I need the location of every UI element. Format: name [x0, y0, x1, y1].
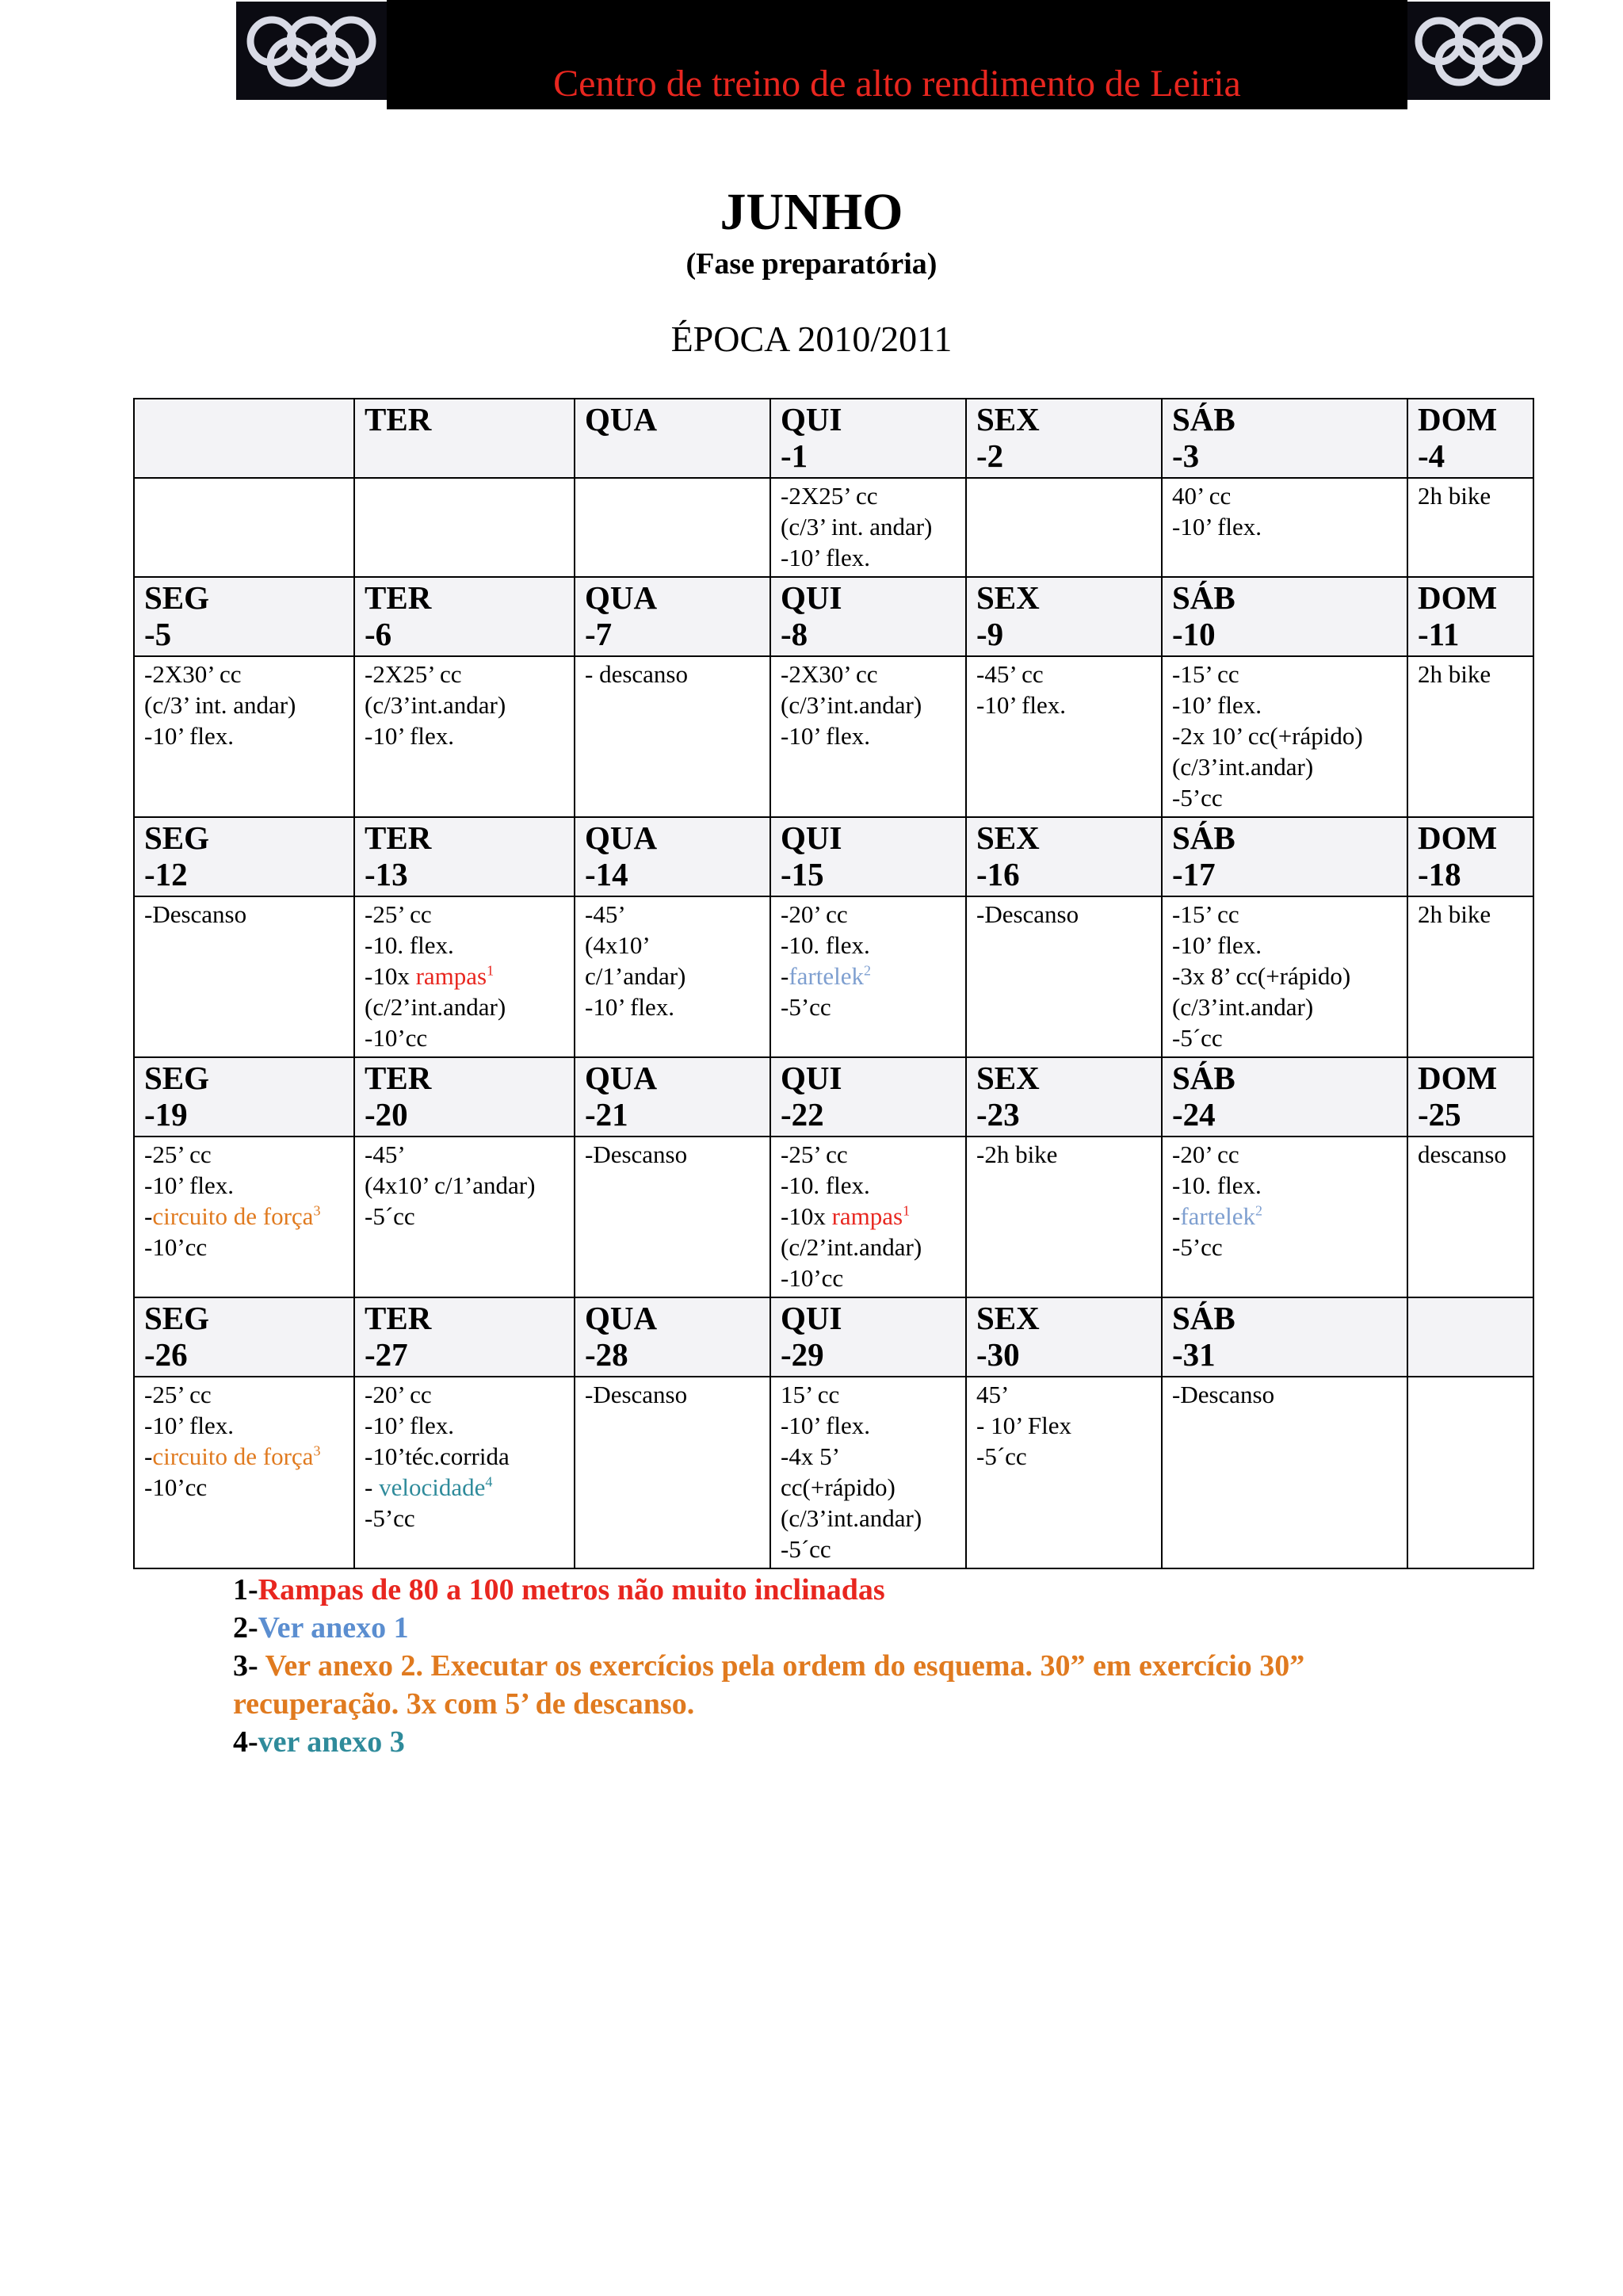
activity-line: -10’ flex.	[781, 722, 871, 750]
day-activity-cell	[1407, 656, 1533, 817]
day-name: SÁB	[1172, 401, 1235, 437]
day-name: TER	[365, 819, 432, 856]
olympic-rings-icon	[236, 2, 387, 100]
activity-line: -10’ flex.	[781, 1412, 871, 1439]
day-header-cell	[770, 399, 966, 478]
activity-line: -10. flex.	[1172, 1171, 1262, 1199]
activity-prefix: -10x	[781, 1202, 832, 1230]
day-date: -14	[585, 856, 628, 892]
day-date: -15	[781, 856, 824, 892]
day-name: SEG	[144, 579, 210, 616]
footnote-2: 2-Ver anexo 1	[233, 1611, 409, 1645]
day-header-cell	[966, 577, 1162, 656]
olympic-rings-icon	[1407, 2, 1550, 100]
activity-line: -4x 5’	[781, 1442, 840, 1470]
day-date: -17	[1172, 856, 1216, 892]
week-activity-row	[134, 1137, 1533, 1297]
footnote-marker: 3	[313, 1442, 321, 1459]
day-date: -30	[976, 1336, 1020, 1373]
day-date: -31	[1172, 1336, 1216, 1373]
activity-line: -25’ cc	[144, 1381, 212, 1408]
week-header-row	[134, 577, 1533, 656]
week-header-row	[134, 399, 1533, 478]
activity-line: -Descanso	[976, 900, 1079, 928]
day-activity-cell	[966, 1137, 1162, 1297]
day-header-cell	[575, 399, 770, 478]
day-activity-cell	[966, 478, 1162, 577]
day-activity-cell	[354, 1137, 575, 1297]
day-date: -20	[365, 1096, 408, 1133]
day-name: DOM	[1418, 579, 1498, 616]
day-date: -28	[585, 1336, 628, 1373]
week-activity-row	[134, 1377, 1533, 1568]
day-activity-cell	[770, 1137, 966, 1297]
week-header-row	[134, 1057, 1533, 1137]
day-name: TER	[365, 1300, 432, 1336]
day-header-cell	[575, 1057, 770, 1137]
activity-line: -5’cc	[1172, 784, 1223, 812]
day-date: -27	[365, 1336, 408, 1373]
day-header-cell	[354, 399, 575, 478]
activity-line: (c/3’ int. andar)	[781, 513, 933, 541]
phase-subtitle: (Fase preparatória)	[685, 247, 938, 281]
activity-line: 40’ cc	[1172, 482, 1232, 510]
footnote-marker: 2	[1254, 1202, 1262, 1219]
day-activity-cell	[770, 1377, 966, 1568]
day-date: -18	[1418, 856, 1461, 892]
banner-title-box	[387, 0, 1407, 109]
activity-line: -20’ cc	[365, 1381, 432, 1408]
day-activity-cell	[354, 896, 575, 1057]
day-header-cell	[966, 1057, 1162, 1137]
activity-line: -2X30’ cc	[781, 660, 878, 688]
activity-line: -45’	[365, 1140, 406, 1168]
day-activity-cell	[575, 478, 770, 577]
footnote-marker: 1	[903, 1202, 911, 1219]
activity-line: -10. flex.	[781, 1171, 870, 1199]
day-header-cell	[770, 817, 966, 896]
day-name: SÁB	[1172, 579, 1235, 616]
day-date: -1	[781, 437, 808, 474]
day-name: DOM	[1418, 401, 1498, 437]
day-header-cell	[770, 1297, 966, 1377]
activity-line: -10. flex.	[781, 931, 870, 959]
day-activity-cell	[1407, 478, 1533, 577]
day-header-cell	[575, 577, 770, 656]
activity-line: -10’ flex.	[365, 1412, 455, 1439]
activity-prefix: -	[144, 1442, 153, 1470]
activity-line: -Descanso	[1172, 1381, 1275, 1408]
day-name: QUI	[781, 579, 842, 616]
day-date: -25	[1418, 1096, 1461, 1133]
activity-line: -10’ flex.	[976, 691, 1067, 719]
day-header-cell	[1162, 817, 1407, 896]
activity-line: -10. flex.	[365, 931, 454, 959]
activity-line: -5’cc	[365, 1504, 415, 1532]
activity-line: -15’ cc	[1172, 900, 1239, 928]
olympic-rings-logo-right	[1407, 2, 1550, 100]
day-header-cell	[575, 1297, 770, 1377]
day-name: QUI	[781, 1300, 842, 1336]
day-date: -10	[1172, 616, 1216, 652]
day-name: SEG	[144, 1060, 210, 1096]
activity-line	[781, 961, 956, 991]
day-name: SEG	[144, 1300, 210, 1336]
activity-link-blue: fartelek	[789, 962, 864, 990]
day-date: -9	[976, 616, 1004, 652]
header-banner	[236, 0, 1560, 109]
activity-line: 45’	[976, 1381, 1010, 1408]
activity-line: (c/3’int.andar)	[365, 691, 506, 719]
day-header-cell	[354, 817, 575, 896]
activity-line: -45’ cc	[976, 660, 1044, 688]
activity-line: -10’cc	[781, 1264, 844, 1292]
day-activity-cell	[575, 896, 770, 1057]
activity-line: (c/2’int.andar)	[781, 1233, 922, 1261]
day-name: QUA	[585, 819, 658, 856]
day-activity-cell	[966, 1377, 1162, 1568]
day-activity-cell	[770, 656, 966, 817]
day-name: QUA	[585, 1300, 658, 1336]
training-calendar-table	[133, 398, 1534, 1569]
day-activity-cell	[354, 478, 575, 577]
day-header-cell	[134, 1297, 354, 1377]
activity-line: -10’cc	[144, 1473, 208, 1501]
activity-prefix: -	[781, 962, 789, 990]
olympic-rings-logo-left	[236, 2, 387, 100]
day-header-cell	[354, 577, 575, 656]
week-activity-row	[134, 656, 1533, 817]
day-activity-cell	[1407, 896, 1533, 1057]
activity-link-red: rampas	[415, 962, 487, 990]
activity-line: -2X25’ cc	[365, 660, 462, 688]
activity-line: -10’ flex.	[781, 544, 871, 571]
day-name: SÁB	[1172, 1060, 1235, 1096]
day-name: QUI	[781, 819, 842, 856]
day-name: DOM	[1418, 819, 1498, 856]
activity-line: 2h bike	[1418, 900, 1491, 928]
day-activity-cell	[966, 896, 1162, 1057]
activity-line	[365, 1472, 564, 1503]
day-header-cell	[134, 577, 354, 656]
day-header-cell	[770, 577, 966, 656]
activity-line: -45’	[585, 900, 626, 928]
activity-line: -5´cc	[976, 1442, 1027, 1470]
activity-line: -10’ flex.	[585, 993, 675, 1021]
activity-line: descanso	[1418, 1140, 1507, 1168]
activity-line: -Descanso	[585, 1140, 688, 1168]
day-header-cell	[966, 399, 1162, 478]
day-header-cell	[1162, 1057, 1407, 1137]
day-header-cell	[770, 1057, 966, 1137]
activity-line: -10’ flex.	[365, 722, 455, 750]
activity-line	[144, 1201, 344, 1232]
activity-line: (c/3’int.andar)	[1172, 753, 1314, 781]
day-activity-cell	[1407, 1377, 1533, 1568]
activity-prefix: -	[144, 1202, 153, 1230]
day-activity-cell	[575, 656, 770, 817]
day-name: QUI	[781, 401, 842, 437]
day-activity-cell	[1162, 656, 1407, 817]
activity-line	[1172, 1201, 1397, 1232]
day-activity-cell	[134, 1137, 354, 1297]
day-activity-cell	[134, 478, 354, 577]
activity-line: -10’cc	[365, 1024, 428, 1052]
activity-line: -15’ cc	[1172, 660, 1239, 688]
day-header-cell	[966, 1297, 1162, 1377]
day-date: -13	[365, 856, 408, 892]
activity-link-blue: fartelek	[1180, 1202, 1255, 1230]
day-activity-cell	[966, 656, 1162, 817]
day-activity-cell	[134, 656, 354, 817]
activity-line: -2x 10’ cc(+rápido)	[1172, 722, 1363, 750]
footnote-marker: 4	[485, 1473, 493, 1490]
day-activity-cell	[1162, 1377, 1407, 1568]
day-activity-cell	[575, 1137, 770, 1297]
activity-line: 2h bike	[1418, 660, 1491, 688]
activity-line: (c/3’int.andar)	[781, 691, 922, 719]
day-name: SEX	[976, 1060, 1040, 1096]
day-activity-cell	[770, 896, 966, 1057]
activity-line: -20’ cc	[1172, 1140, 1239, 1168]
activity-link-red: rampas	[831, 1202, 903, 1230]
footnotes	[233, 1571, 1469, 1761]
day-header-cell	[1162, 577, 1407, 656]
day-activity-cell	[575, 1377, 770, 1568]
day-activity-cell	[354, 656, 575, 817]
day-date: -24	[1172, 1096, 1216, 1133]
day-name: QUA	[585, 401, 658, 437]
activity-line: - descanso	[585, 660, 688, 688]
day-date: -19	[144, 1096, 188, 1133]
activity-line: -10’ flex.	[144, 1171, 235, 1199]
day-name: SEX	[976, 1300, 1040, 1336]
day-date: -29	[781, 1336, 824, 1373]
day-name: TER	[365, 579, 432, 616]
activity-line: -25’ cc	[365, 900, 432, 928]
activity-line: -10’cc	[144, 1233, 208, 1261]
activity-line: -10’ flex.	[1172, 691, 1262, 719]
day-name: SEG	[144, 819, 210, 856]
activity-line: -2X30’ cc	[144, 660, 242, 688]
activity-line: (c/3’ int. andar)	[144, 691, 296, 719]
activity-line: -5’cc	[1172, 1233, 1223, 1261]
activity-line: 2h bike	[1418, 482, 1491, 510]
day-name: DOM	[1418, 1060, 1498, 1096]
day-activity-cell	[1162, 896, 1407, 1057]
day-name: SEX	[976, 819, 1040, 856]
day-activity-cell	[1407, 1137, 1533, 1297]
activity-line: -5´cc	[781, 1535, 831, 1563]
activity-prefix: -10x	[365, 962, 416, 990]
activity-line: - 10’ Flex	[976, 1412, 1071, 1439]
activity-line: -Descanso	[144, 900, 247, 928]
activity-line: (c/3’int.andar)	[1172, 993, 1314, 1021]
day-header-cell	[1407, 817, 1533, 896]
day-header-cell	[354, 1297, 575, 1377]
day-name: QUA	[585, 579, 658, 616]
activity-line: -25’ cc	[781, 1140, 848, 1168]
day-date: -22	[781, 1096, 824, 1133]
day-date: -16	[976, 856, 1020, 892]
day-header-cell	[134, 399, 354, 478]
day-header-cell	[1407, 1297, 1533, 1377]
activity-line: -20’ cc	[781, 900, 848, 928]
day-name: SÁB	[1172, 819, 1235, 856]
week-header-row	[134, 817, 1533, 896]
activity-prefix: -	[1172, 1202, 1181, 1230]
activity-line: (c/3’int.andar)	[781, 1504, 922, 1532]
activity-line: -10’ flex.	[1172, 513, 1262, 541]
day-name: TER	[365, 1060, 432, 1096]
day-header-cell	[134, 817, 354, 896]
month-title: JUNHO	[720, 183, 903, 241]
week-header-row	[134, 1297, 1533, 1377]
activity-line: 15’ cc	[781, 1381, 840, 1408]
activity-line: cc(+rápido)	[781, 1473, 896, 1501]
day-date: -7	[585, 616, 613, 652]
footnote-marker: 2	[863, 962, 871, 979]
day-name: QUI	[781, 1060, 842, 1096]
day-date: -26	[144, 1336, 188, 1373]
day-date: -8	[781, 616, 808, 652]
week-activity-row	[134, 896, 1533, 1057]
footnote-marker: 1	[487, 962, 495, 979]
day-activity-cell	[134, 1377, 354, 1568]
activity-line: -3x 8’ cc(+rápido)	[1172, 962, 1351, 990]
footnote-4: 4-ver anexo 3	[233, 1725, 405, 1759]
day-date: -23	[976, 1096, 1020, 1133]
day-date: -12	[144, 856, 188, 892]
day-date: -21	[585, 1096, 628, 1133]
day-header-cell	[1407, 399, 1533, 478]
day-activity-cell	[134, 896, 354, 1057]
day-header-cell	[1407, 1057, 1533, 1137]
footnote-marker: 3	[313, 1202, 321, 1219]
day-date: -6	[365, 616, 392, 652]
day-header-cell	[966, 817, 1162, 896]
day-name: SEX	[976, 579, 1040, 616]
day-date: -5	[144, 616, 172, 652]
activity-line: -10’ flex.	[144, 1412, 235, 1439]
activity-line: (c/2’int.andar)	[365, 993, 506, 1021]
day-date: -4	[1418, 437, 1445, 474]
day-activity-cell	[1162, 478, 1407, 577]
day-name: QUA	[585, 1060, 658, 1096]
day-activity-cell	[1162, 1137, 1407, 1297]
activity-line	[365, 961, 564, 991]
day-date: -11	[1418, 616, 1460, 652]
activity-link-teal: velocidade	[379, 1473, 486, 1501]
day-header-cell	[575, 817, 770, 896]
banner-title: Centro de treino de alto rendimento de Leiria	[553, 63, 1241, 105]
activity-line: -5’cc	[781, 993, 831, 1021]
day-activity-cell	[770, 478, 966, 577]
day-name: TER	[365, 401, 432, 437]
season-label: ÉPOCA 2010/2011	[670, 319, 953, 359]
activity-line: -5´cc	[1172, 1024, 1223, 1052]
activity-line: -5´cc	[365, 1202, 415, 1230]
activity-link-orange: circuito de força	[152, 1202, 314, 1230]
activity-line: -10’ flex.	[144, 722, 235, 750]
activity-line: -25’ cc	[144, 1140, 212, 1168]
activity-link-orange: circuito de força	[152, 1442, 314, 1470]
week-activity-row	[134, 478, 1533, 577]
day-header-cell	[134, 1057, 354, 1137]
day-activity-cell	[354, 1377, 575, 1568]
day-name: SÁB	[1172, 1300, 1235, 1336]
heading-block	[0, 181, 1623, 284]
day-header-cell	[1162, 1297, 1407, 1377]
day-date: -2	[976, 437, 1004, 474]
day-header-cell	[1407, 577, 1533, 656]
day-header-cell	[354, 1057, 575, 1137]
footnote-3: 3- Ver anexo 2. Executar os exercícios pela ordem do esquema. 30” em exercício 30” recuperação. 3x com 5’ de descanso.	[233, 1649, 1305, 1721]
day-date: -3	[1172, 437, 1200, 474]
day-header-cell	[1162, 399, 1407, 478]
activity-line: -2h bike	[976, 1140, 1058, 1168]
activity-line: -Descanso	[585, 1381, 688, 1408]
activity-line	[781, 1201, 956, 1232]
activity-line: (4x10’	[585, 931, 651, 959]
activity-line	[144, 1441, 344, 1472]
day-name: SEX	[976, 401, 1040, 437]
activity-line: c/1’andar)	[585, 962, 686, 990]
activity-line: (4x10’ c/1’andar)	[365, 1171, 536, 1199]
footnote-1: 1-Rampas de 80 a 100 metros não muito inclinadas	[233, 1573, 885, 1606]
activity-line: -2X25’ cc	[781, 482, 878, 510]
activity-prefix: -	[365, 1473, 380, 1501]
activity-line: -10’ flex.	[1172, 931, 1262, 959]
activity-line: -10’téc.corrida	[365, 1442, 510, 1470]
